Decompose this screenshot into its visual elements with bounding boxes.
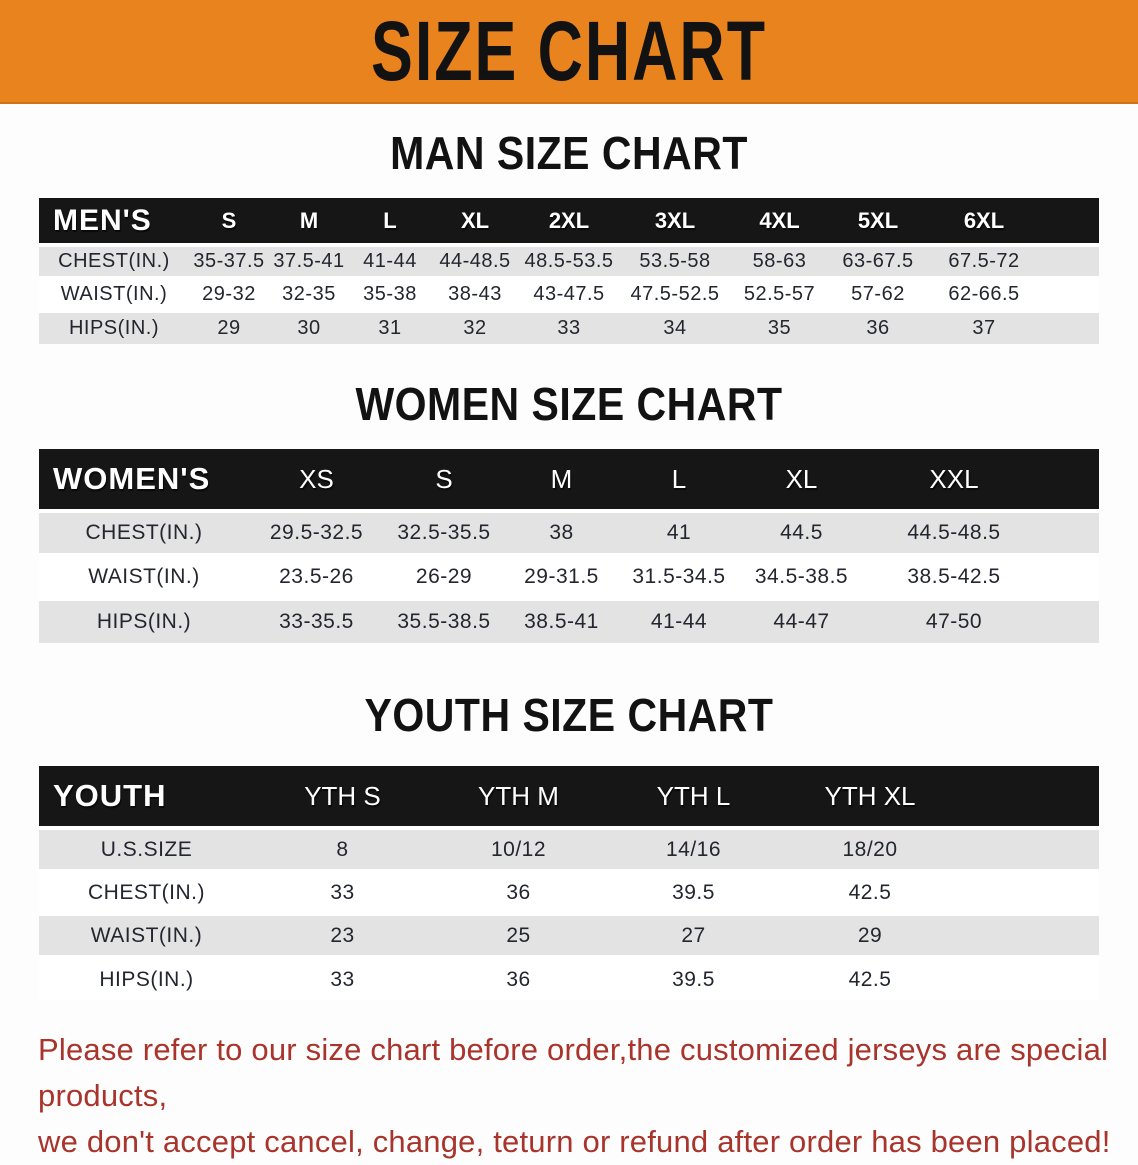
size-value-cell: 29-32 xyxy=(202,283,256,305)
size-value-cell: 36 xyxy=(506,967,531,991)
row-label: HIPS(IN.) xyxy=(96,610,192,633)
youth-size-section xyxy=(0,688,1138,1000)
size-value-cell: 33-35.5 xyxy=(279,610,354,633)
size-value-cell: 26-29 xyxy=(415,565,473,588)
column-header: YTH S xyxy=(304,780,381,811)
size-value-cell: 44.5 xyxy=(780,521,823,544)
size-value-cell: 33 xyxy=(330,967,355,991)
row-label: WAIST(IN.) xyxy=(88,565,200,588)
size-value-cell: 14/16 xyxy=(665,837,722,861)
spacer-cell xyxy=(959,828,1099,871)
table-label: YOUTH xyxy=(53,778,167,813)
spacer-cell xyxy=(1040,278,1099,311)
spacer-cell xyxy=(959,766,1099,828)
women-section-heading: WOMEN SIZE CHART xyxy=(355,377,783,431)
size-value-cell: 44-47 xyxy=(773,610,830,633)
column-header: 4XL xyxy=(759,207,800,233)
size-value-cell: 23 xyxy=(330,923,355,947)
size-value-cell: 36 xyxy=(506,880,531,904)
spacer-cell xyxy=(1040,245,1099,278)
spacer-cell xyxy=(1044,511,1099,555)
table-header-row xyxy=(39,449,1099,511)
size-value-cell: 38-43 xyxy=(448,283,502,305)
spacer-cell xyxy=(959,914,1099,957)
youth-size-table xyxy=(39,766,1099,1000)
size-value-cell: 44.5-48.5 xyxy=(907,521,1001,544)
men-size-section xyxy=(0,126,1138,344)
size-value-cell: 29 xyxy=(217,317,241,339)
size-value-cell: 42.5 xyxy=(848,967,892,991)
table-header-row xyxy=(39,766,1099,828)
size-value-cell: 67.5-72 xyxy=(948,250,1020,272)
size-value-cell: 31.5-34.5 xyxy=(632,565,726,588)
column-header: XS xyxy=(299,463,334,494)
table-row xyxy=(39,555,1099,599)
size-value-cell: 47-50 xyxy=(925,610,983,633)
size-value-cell: 57-62 xyxy=(851,283,905,305)
table-row xyxy=(39,957,1099,1000)
column-header: M xyxy=(550,463,573,494)
size-value-cell: 18/20 xyxy=(842,837,898,861)
size-value-cell: 35.5-38.5 xyxy=(397,610,491,633)
column-header: YTH M xyxy=(478,780,559,811)
column-header: L xyxy=(671,463,687,494)
column-header: S xyxy=(435,463,453,494)
column-header: XL xyxy=(460,207,490,233)
spacer-cell xyxy=(1044,555,1099,599)
column-header: XL xyxy=(785,463,818,494)
size-value-cell: 63-67.5 xyxy=(842,250,914,272)
women-size-section xyxy=(0,377,1138,643)
size-value-cell: 52.5-57 xyxy=(743,283,816,305)
size-value-cell: 37 xyxy=(972,317,996,339)
size-value-cell: 23.5-26 xyxy=(279,565,354,588)
row-label: U.S.SIZE xyxy=(100,837,193,861)
table-row xyxy=(39,871,1099,914)
size-value-cell: 33 xyxy=(330,880,355,904)
size-value-cell: 39.5 xyxy=(672,880,715,904)
spacer-cell xyxy=(1044,449,1099,511)
size-value-cell: 35-38 xyxy=(363,283,417,305)
size-value-cell: 34.5-38.5 xyxy=(754,565,849,588)
size-value-cell: 33 xyxy=(557,317,581,339)
column-header: M xyxy=(299,207,319,233)
column-header: XXL xyxy=(929,463,979,494)
spacer-cell xyxy=(959,871,1099,914)
size-value-cell: 10/12 xyxy=(490,837,547,861)
size-value-cell: 29 xyxy=(857,923,883,947)
row-label: WAIST(IN.) xyxy=(60,283,168,305)
men-section-heading: MAN SIZE CHART xyxy=(390,126,748,180)
size-value-cell: 43-47.5 xyxy=(533,283,605,305)
size-value-cell: 34 xyxy=(663,317,687,339)
row-label: CHEST(IN.) xyxy=(58,250,170,272)
table-row xyxy=(39,914,1099,957)
size-value-cell: 39.5 xyxy=(672,967,715,991)
row-label: WAIST(IN.) xyxy=(90,923,203,947)
table-header-row xyxy=(39,198,1099,245)
title-banner xyxy=(0,0,1138,104)
table-row xyxy=(39,828,1099,871)
column-header: S xyxy=(221,207,237,233)
row-label: CHEST(IN.) xyxy=(85,521,203,544)
page-title: SIZE CHART xyxy=(371,3,767,99)
column-header: 6XL xyxy=(963,207,1005,233)
size-value-cell: 35-37.5 xyxy=(193,250,265,272)
size-value-cell: 41 xyxy=(666,521,692,544)
disclaimer-line-2: we don't accept cancel, change, teturn or refund after order has been placed! xyxy=(38,1123,1111,1159)
size-value-cell: 25 xyxy=(506,923,531,947)
table-row xyxy=(39,245,1099,278)
column-header: 3XL xyxy=(654,207,696,233)
column-header: 2XL xyxy=(548,207,590,233)
table-row xyxy=(39,599,1099,643)
spacer-cell xyxy=(1040,198,1099,245)
size-value-cell: 58-63 xyxy=(752,250,807,272)
size-value-cell: 44-48.5 xyxy=(439,250,511,272)
spacer-cell xyxy=(1040,311,1099,344)
column-header: YTH XL xyxy=(824,780,916,811)
size-value-cell: 32.5-35.5 xyxy=(397,521,491,544)
size-value-cell: 27 xyxy=(681,923,706,947)
size-value-cell: 62-66.5 xyxy=(948,283,1020,305)
column-header: YTH L xyxy=(656,780,731,811)
size-value-cell: 31 xyxy=(378,317,402,339)
size-value-cell: 38.5-41 xyxy=(524,610,599,633)
row-label: HIPS(IN.) xyxy=(68,317,160,339)
size-value-cell: 48.5-53.5 xyxy=(524,250,614,272)
size-value-cell: 29.5-32.5 xyxy=(269,521,364,544)
size-value-cell: 35 xyxy=(767,317,792,339)
size-value-cell: 8 xyxy=(336,837,349,861)
table-label: MEN'S xyxy=(53,203,152,237)
size-value-cell: 37.5-41 xyxy=(273,250,345,272)
size-value-cell: 29-31.5 xyxy=(524,565,599,588)
disclaimer-note xyxy=(38,1027,1138,1165)
women-size-table xyxy=(39,449,1099,643)
size-value-cell: 41-44 xyxy=(363,250,417,272)
table-row xyxy=(39,511,1099,555)
column-header: L xyxy=(383,207,397,233)
size-value-cell: 36 xyxy=(866,317,890,339)
row-label: HIPS(IN.) xyxy=(99,967,194,991)
youth-section-heading: YOUTH SIZE CHART xyxy=(364,688,774,742)
size-value-cell: 32 xyxy=(463,317,487,339)
size-value-cell: 38 xyxy=(549,521,574,544)
spacer-cell xyxy=(1044,599,1099,643)
size-value-cell: 47.5-52.5 xyxy=(630,283,720,305)
size-value-cell: 38.5-42.5 xyxy=(907,565,1001,588)
spacer-cell xyxy=(959,957,1099,1000)
table-row xyxy=(39,278,1099,311)
column-header: 5XL xyxy=(857,207,899,233)
men-size-table xyxy=(39,198,1099,344)
size-value-cell: 30 xyxy=(297,317,321,339)
size-value-cell: 42.5 xyxy=(848,880,892,904)
table-row xyxy=(39,311,1099,344)
disclaimer-line-1: Please refer to our size chart before order,the customized jerseys are special products, xyxy=(38,1032,1109,1113)
table-label: WOMEN'S xyxy=(53,461,211,496)
size-value-cell: 53.5-58 xyxy=(639,250,711,272)
row-label: CHEST(IN.) xyxy=(88,880,205,904)
size-value-cell: 32-35 xyxy=(282,283,336,305)
size-value-cell: 41-44 xyxy=(650,610,708,633)
